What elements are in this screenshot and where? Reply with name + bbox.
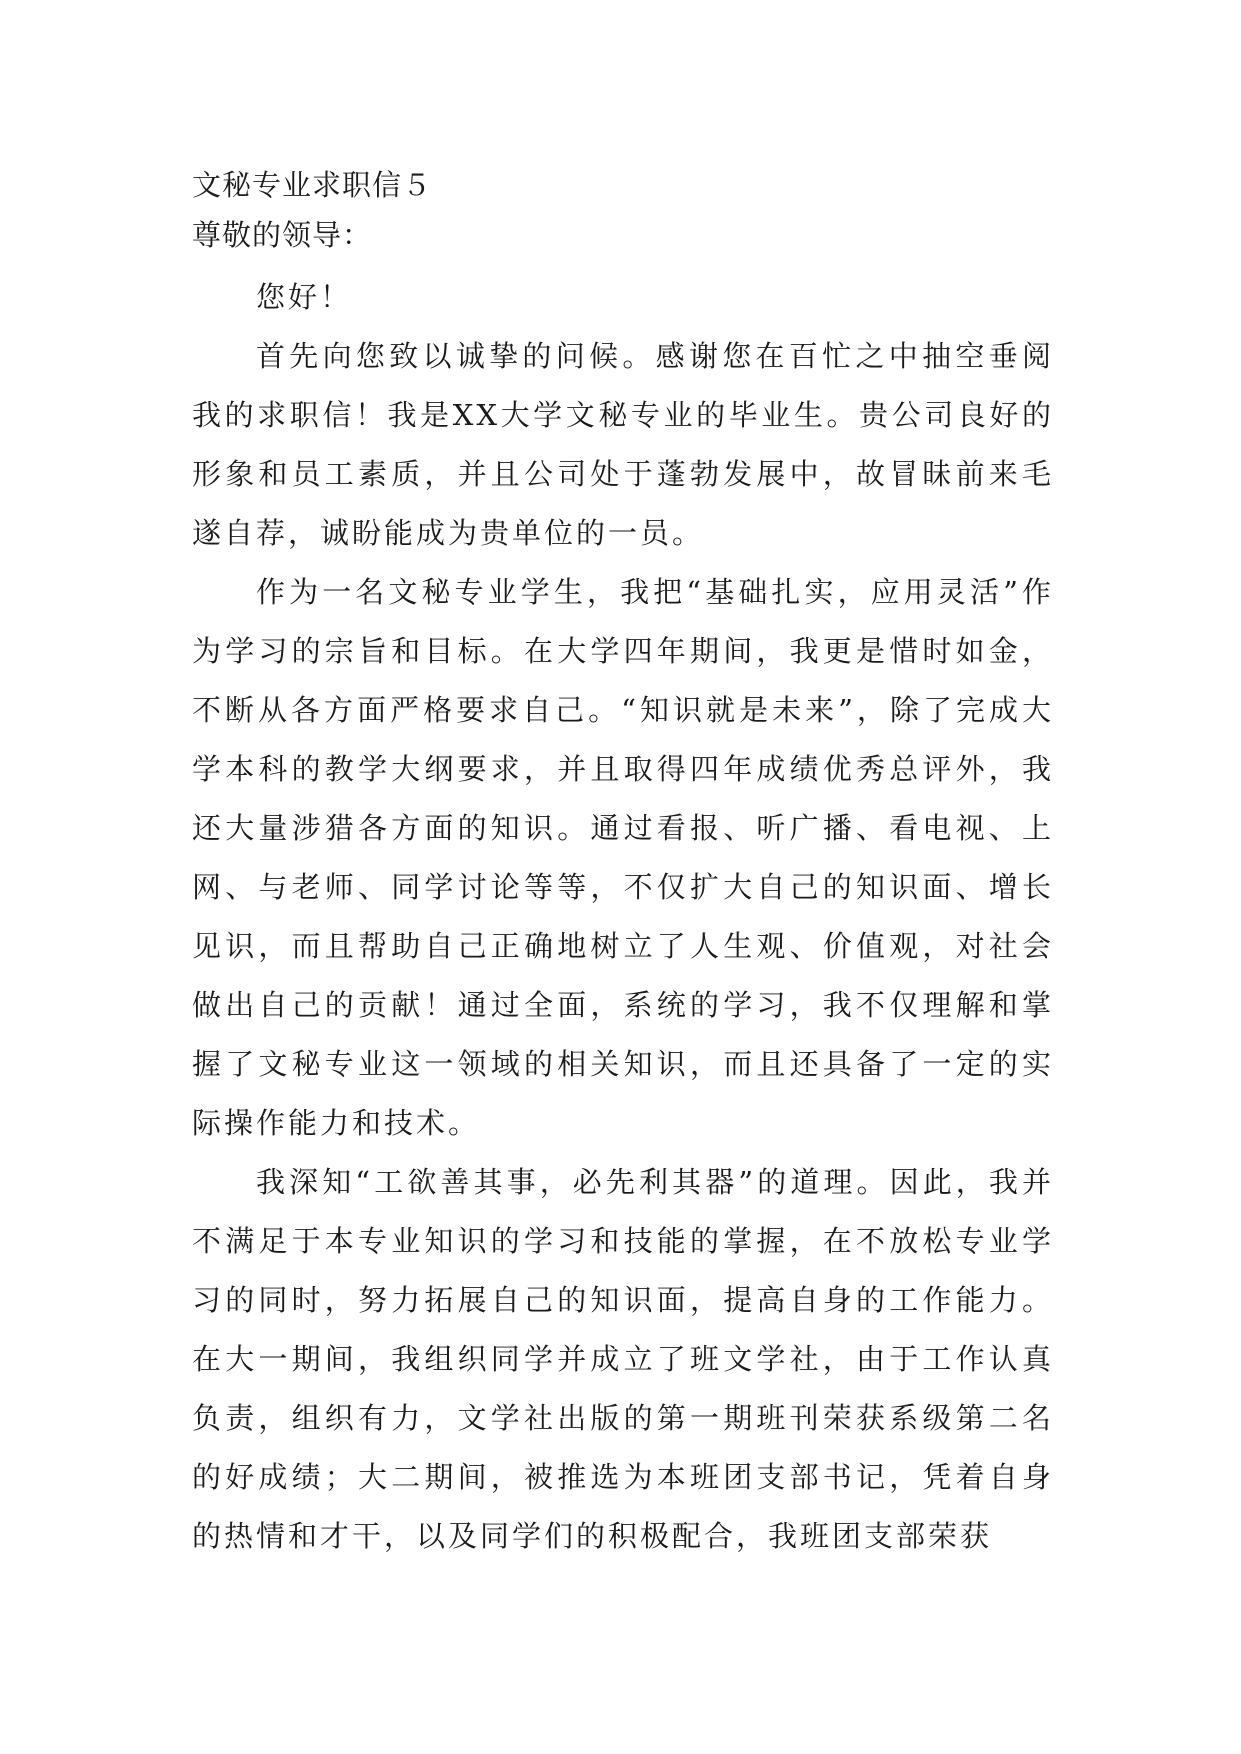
paragraph-intro: 首先向您致以诚挚的问候。感谢您在百忙之中抽空垂阅我的求职信！我是XX大学文秘专业的毕业生。贵公司良好的形象和员工素质，并且公司处于蓬勃发展中，故冒昧前来毛遂自荐，诚盼能成为贵单位的一员。 [192, 339, 1054, 550]
letter-body [192, 160, 1054, 1566]
paragraph-study: 作为一名文秘专业学生，我把“基础扎实，应用灵活”作为学习的宗旨和目标。在大学四年期间，我更是惜时如金，不断从各方面严格要求自己。“知识就是未来”，除了完成大学本科的教学大纲要求，并且取得四年成绩优秀总评外，我还大量涉猎各方面的知识。通过看报、听广播、看电视、上网、与老师、同学讨论等等，不仅扩大自己的知识面、增长见识，而且帮助自己正确地树立了人生观、价值观，对社会做出自己的贡献！通过全面，系统的学习，我不仅理解和掌握了文秘专业这一领域的相关知识，而且还具备了一定的实际操作能力和技术。 [192, 575, 1054, 1140]
greeting: 您好！ [256, 280, 353, 314]
salutation: 尊敬的领导： [192, 218, 373, 252]
paragraph-activities: 我深知“工欲善其事，必先利其器”的道理。因此，我并不满足于本专业知识的学习和技能的掌握，在不放松专业学习的同时，努力拓展自己的知识面，提高自身的工作能力。在大一期间，我组织同学并成立了班文学社，由于工作认真负责，组织有力，文学社出版的第一期班刊荣获系级第二名的好成绩；大二期间，被推选为本班团支部书记，凭着自身的热情和才干，以及同学们的积极配合，我班团支部荣获 [192, 1165, 1054, 1553]
letter-title: 文秘专业求职信５ [192, 168, 433, 202]
